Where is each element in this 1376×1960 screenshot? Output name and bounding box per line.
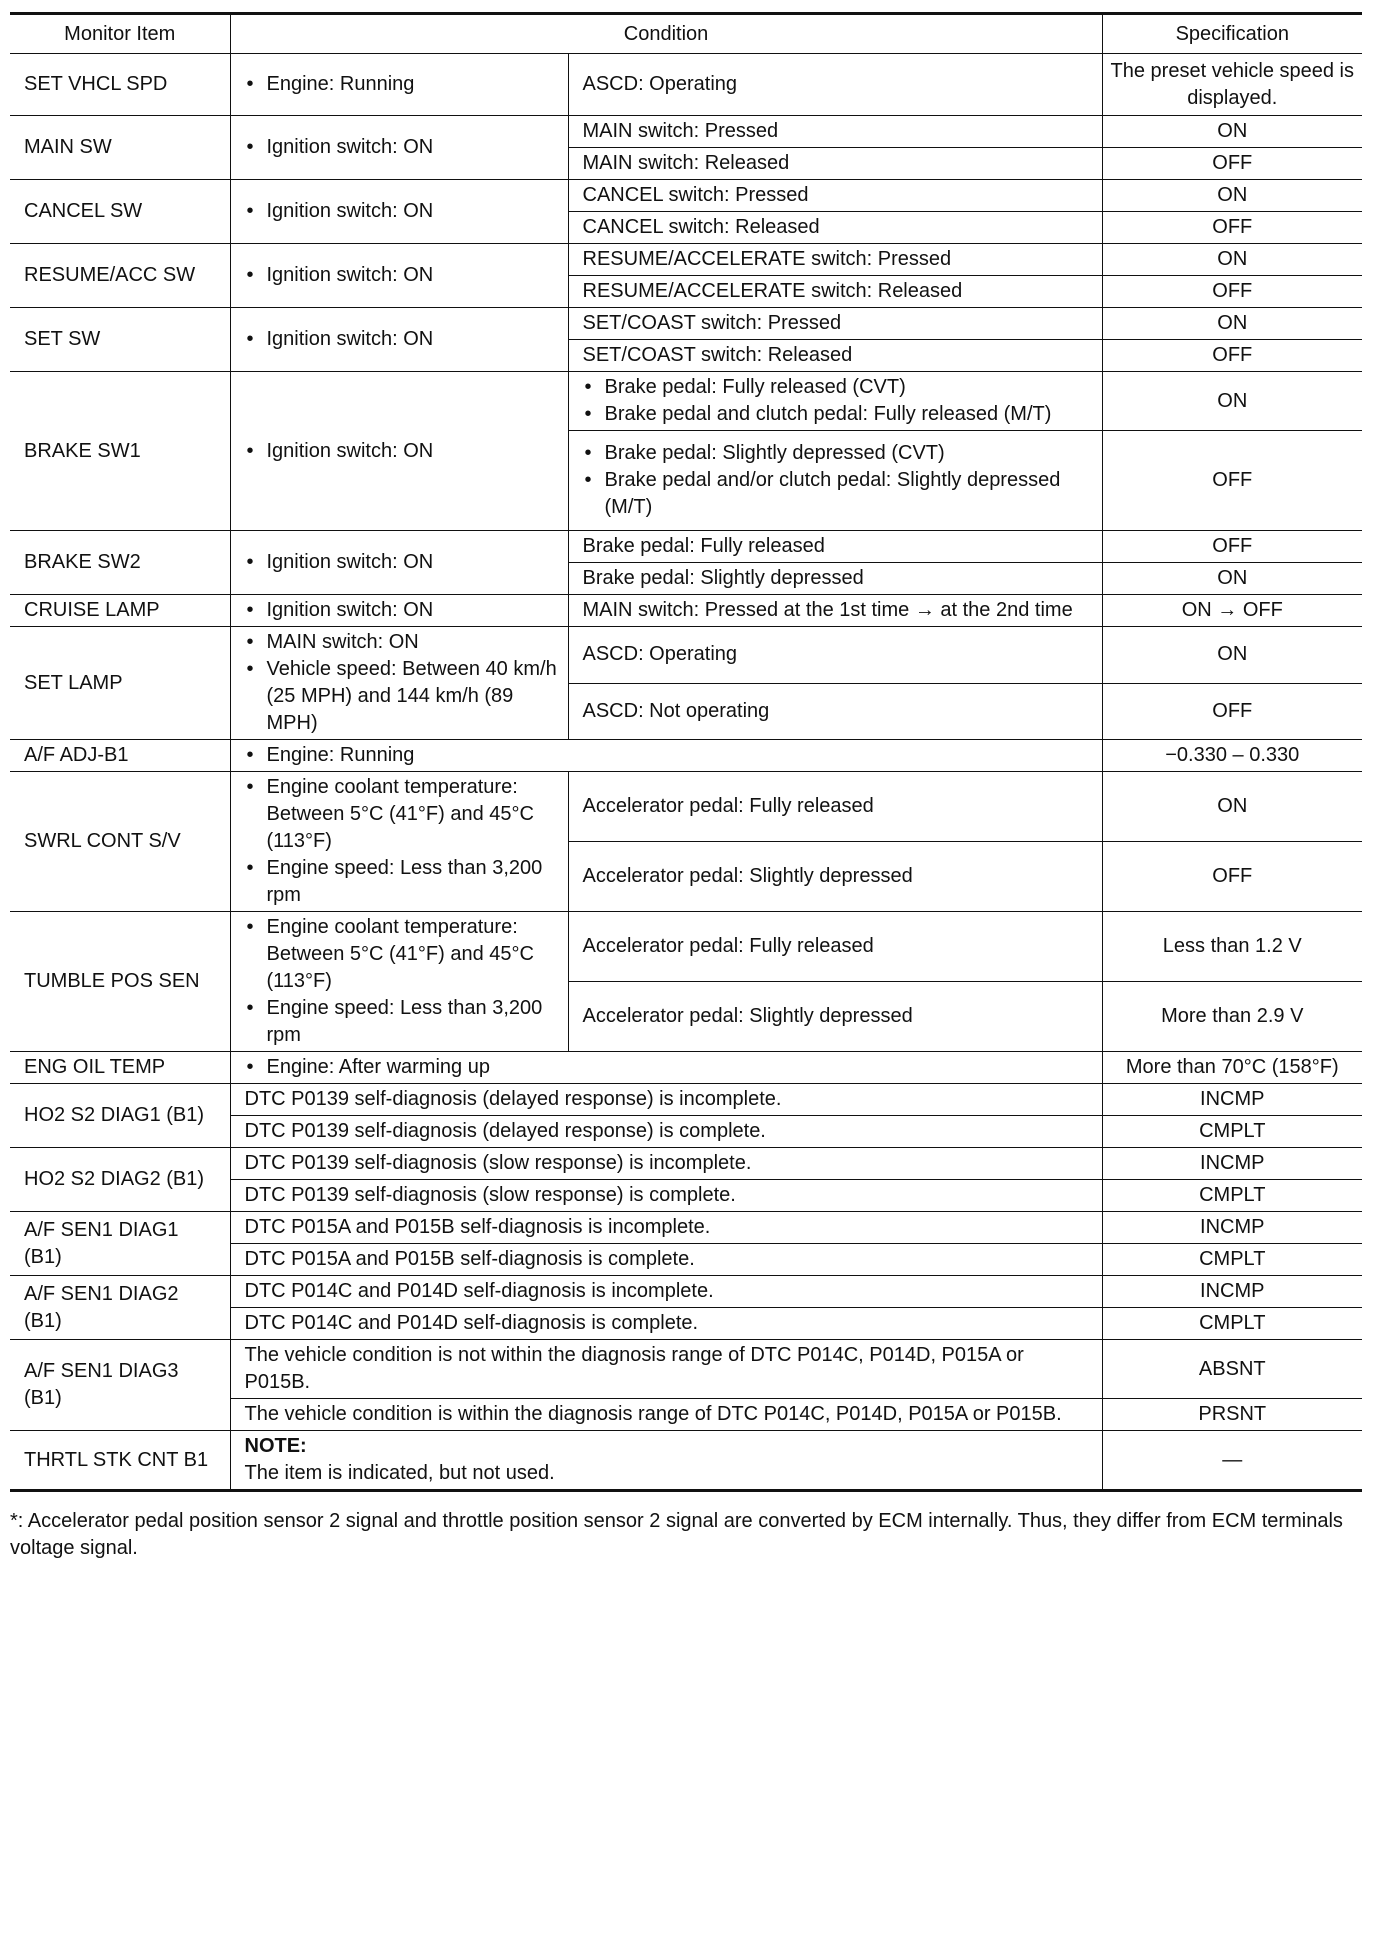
specification: CMPLT — [1102, 1180, 1362, 1212]
sub-condition: Brake pedal: Fully released — [568, 531, 1102, 563]
specification: OFF — [1102, 340, 1362, 372]
condition — [230, 1431, 1102, 1491]
condition: DTC P015A and P015B self-diagnosis is incomplete. — [230, 1212, 1102, 1244]
table-row — [10, 308, 1362, 340]
specification: ON — [1102, 563, 1362, 595]
monitor-item: BRAKE SW2 — [10, 531, 230, 595]
specification: ON — [1102, 308, 1362, 340]
table-row — [10, 1052, 1362, 1084]
note-text: The item is indicated, but not used. — [244, 1462, 555, 1484]
condition: DTC P014C and P014D self-diagnosis is incomplete. — [230, 1276, 1102, 1308]
sub-condition — [568, 372, 1102, 431]
monitor-item: RESUME/ACC SW — [10, 244, 230, 308]
specification: INCMP — [1102, 1148, 1362, 1180]
sub-condition: ASCD: Operating — [568, 627, 1102, 684]
sub-condition-bullet: • Brake pedal: Slightly depressed (CVT) — [583, 440, 1092, 467]
sub-condition: Accelerator pedal: Fully released — [568, 912, 1102, 982]
table-row — [10, 372, 1362, 431]
specification: INCMP — [1102, 1084, 1362, 1116]
condition-bullet: • Ignition switch: ON — [245, 198, 558, 225]
table-row — [10, 1431, 1362, 1491]
sub-condition: MAIN switch: Pressed at the 1st time → at the 2nd time — [568, 595, 1102, 627]
table-row — [10, 627, 1362, 684]
header-condition: Condition — [230, 14, 1102, 54]
condition-bullet: • Ignition switch: ON — [245, 438, 558, 465]
condition — [230, 1052, 1102, 1084]
specification: OFF — [1102, 531, 1362, 563]
table-row — [10, 772, 1362, 842]
table-row — [10, 1340, 1362, 1399]
specification: More than 2.9 V — [1102, 982, 1362, 1052]
table-row — [10, 531, 1362, 563]
specification: ON — [1102, 116, 1362, 148]
condition-bullet: • Engine: Running — [245, 742, 1092, 769]
table-row — [10, 244, 1362, 276]
specification: CMPLT — [1102, 1116, 1362, 1148]
specification: ON → OFF — [1102, 595, 1362, 627]
table-row — [10, 595, 1362, 627]
specification: OFF — [1102, 683, 1362, 740]
sub-condition: Accelerator pedal: Slightly depressed — [568, 842, 1102, 912]
condition — [230, 180, 568, 244]
condition — [230, 116, 568, 180]
specification: More than 70°C (158°F) — [1102, 1052, 1362, 1084]
monitor-item: HO2 S2 DIAG2 (B1) — [10, 1148, 230, 1212]
table-row — [10, 740, 1362, 772]
condition-bullet: • Engine: Running — [245, 71, 558, 98]
condition-bullet: • Engine coolant temperature: Between 5°C (41°F) and 45°C (113°F) — [245, 774, 558, 855]
table-row — [10, 116, 1362, 148]
condition: The vehicle condition is not within the diagnosis range of DTC P014C, P014D, P015A or P015B. — [230, 1340, 1102, 1399]
specification: INCMP — [1102, 1212, 1362, 1244]
sub-condition: ASCD: Not operating — [568, 683, 1102, 740]
monitor-item: CANCEL SW — [10, 180, 230, 244]
sub-condition: RESUME/ACCELERATE switch: Released — [568, 276, 1102, 308]
header-row — [10, 14, 1362, 54]
specification: CMPLT — [1102, 1308, 1362, 1340]
condition — [230, 308, 568, 372]
specification: ON — [1102, 627, 1362, 684]
condition-bullet: • Ignition switch: ON — [245, 262, 558, 289]
specification: OFF — [1102, 212, 1362, 244]
condition-bullet: • Engine speed: Less than 3,200 rpm — [245, 855, 558, 909]
sub-condition: SET/COAST switch: Pressed — [568, 308, 1102, 340]
condition-bullet: • Ignition switch: ON — [245, 326, 558, 353]
monitor-item: MAIN SW — [10, 116, 230, 180]
monitor-item: A/F SEN1 DIAG2 (B1) — [10, 1276, 230, 1340]
specification: −0.330 – 0.330 — [1102, 740, 1362, 772]
sub-condition: MAIN switch: Released — [568, 148, 1102, 180]
condition: DTC P0139 self-diagnosis (delayed response) is incomplete. — [230, 1084, 1102, 1116]
header-monitor-item: Monitor Item — [10, 14, 230, 54]
sub-condition: Accelerator pedal: Slightly depressed — [568, 982, 1102, 1052]
condition — [230, 740, 1102, 772]
specification: Less than 1.2 V — [1102, 912, 1362, 982]
sub-condition: SET/COAST switch: Released — [568, 340, 1102, 372]
table-row — [10, 1084, 1362, 1116]
specification: ON — [1102, 180, 1362, 212]
condition — [230, 531, 568, 595]
condition-bullet: • Engine: After warming up — [245, 1054, 1092, 1081]
monitor-item: CRUISE LAMP — [10, 595, 230, 627]
monitor-item-table — [10, 12, 1362, 1492]
monitor-item: HO2 S2 DIAG1 (B1) — [10, 1084, 230, 1148]
condition-bullet: • Vehicle speed: Between 40 km/h (25 MPH) and 144 km/h (89 MPH) — [245, 656, 558, 737]
table-row — [10, 912, 1362, 982]
monitor-item: ENG OIL TEMP — [10, 1052, 230, 1084]
condition — [230, 244, 568, 308]
monitor-item: SWRL CONT S/V — [10, 772, 230, 912]
condition: DTC P0139 self-diagnosis (delayed response) is complete. — [230, 1116, 1102, 1148]
specification: ON — [1102, 372, 1362, 431]
sub-condition: ASCD: Operating — [568, 54, 1102, 116]
specification: CMPLT — [1102, 1244, 1362, 1276]
footnote: *: Accelerator pedal position sensor 2 signal and throttle position sensor 2 signal are converted by ECM internally. Thus, they differ from ECM terminals voltage signal. — [10, 1510, 1343, 1559]
specification: The preset vehicle speed is displayed. — [1102, 54, 1362, 116]
condition — [230, 912, 568, 1052]
specification: — — [1102, 1431, 1362, 1491]
header-specification: Specification — [1102, 14, 1362, 54]
specification: OFF — [1102, 431, 1362, 531]
specification: OFF — [1102, 842, 1362, 912]
sub-condition: CANCEL switch: Pressed — [568, 180, 1102, 212]
sub-condition: Brake pedal: Slightly depressed — [568, 563, 1102, 595]
specification: ABSNT — [1102, 1340, 1362, 1399]
condition — [230, 595, 568, 627]
sub-condition: RESUME/ACCELERATE switch: Pressed — [568, 244, 1102, 276]
condition: DTC P015A and P015B self-diagnosis is complete. — [230, 1244, 1102, 1276]
condition-bullet: • Ignition switch: ON — [245, 549, 558, 576]
monitor-item: SET LAMP — [10, 627, 230, 740]
condition-bullet: • Ignition switch: ON — [245, 597, 558, 624]
sub-condition-bullet: • Brake pedal and/or clutch pedal: Slightly depressed (M/T) — [583, 467, 1092, 521]
specification: ON — [1102, 244, 1362, 276]
specification: INCMP — [1102, 1276, 1362, 1308]
table-row — [10, 54, 1362, 116]
monitor-item: BRAKE SW1 — [10, 372, 230, 531]
condition: DTC P014C and P014D self-diagnosis is complete. — [230, 1308, 1102, 1340]
specification: ON — [1102, 772, 1362, 842]
condition: The vehicle condition is within the diagnosis range of DTC P014C, P014D, P015A or P015B. — [230, 1399, 1102, 1431]
condition-bullet: • MAIN switch: ON — [245, 629, 558, 656]
sub-condition: CANCEL switch: Released — [568, 212, 1102, 244]
sub-condition-bullet: • Brake pedal: Fully released (CVT) — [583, 374, 1092, 401]
monitor-item: SET VHCL SPD — [10, 54, 230, 116]
condition — [230, 772, 568, 912]
sub-condition: Accelerator pedal: Fully released — [568, 772, 1102, 842]
monitor-item: THRTL STK CNT B1 — [10, 1431, 230, 1491]
condition: DTC P0139 self-diagnosis (slow response) is complete. — [230, 1180, 1102, 1212]
note-label: NOTE: — [244, 1435, 307, 1457]
condition-bullet: • Engine coolant temperature: Between 5°C (41°F) and 45°C (113°F) — [245, 914, 558, 995]
table-row — [10, 1148, 1362, 1180]
condition: DTC P0139 self-diagnosis (slow response) is incomplete. — [230, 1148, 1102, 1180]
specification: OFF — [1102, 148, 1362, 180]
condition — [230, 627, 568, 740]
table-row — [10, 1212, 1362, 1244]
monitor-item: A/F SEN1 DIAG1 (B1) — [10, 1212, 230, 1276]
sub-condition — [568, 431, 1102, 531]
condition-bullet: • Ignition switch: ON — [245, 134, 558, 161]
sub-condition: MAIN switch: Pressed — [568, 116, 1102, 148]
sub-condition-bullet: • Brake pedal and clutch pedal: Fully released (M/T) — [583, 401, 1092, 428]
monitor-item: A/F SEN1 DIAG3 (B1) — [10, 1340, 230, 1431]
condition — [230, 54, 568, 116]
condition — [230, 372, 568, 531]
monitor-item: TUMBLE POS SEN — [10, 912, 230, 1052]
monitor-item: A/F ADJ-B1 — [10, 740, 230, 772]
monitor-item: SET SW — [10, 308, 230, 372]
specification: OFF — [1102, 276, 1362, 308]
table-row — [10, 180, 1362, 212]
table-row — [10, 1276, 1362, 1308]
specification: PRSNT — [1102, 1399, 1362, 1431]
condition-bullet: • Engine speed: Less than 3,200 rpm — [245, 995, 558, 1049]
